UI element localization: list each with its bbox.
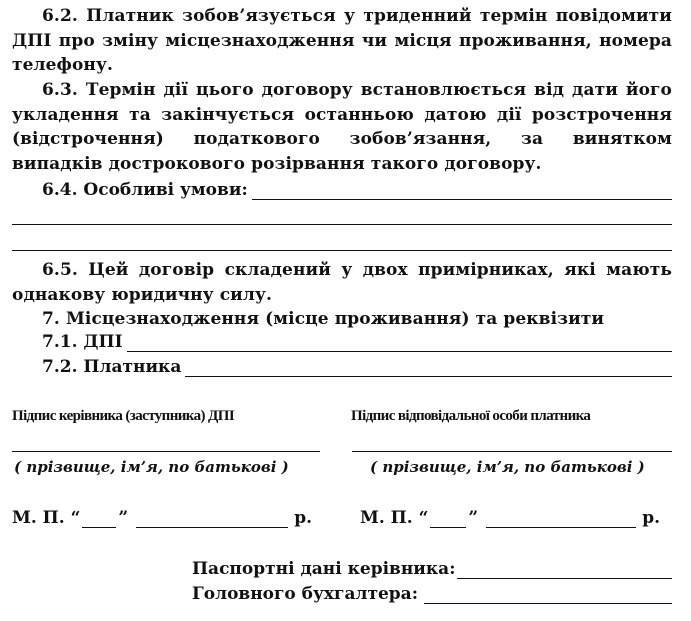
clause-7-1-row [42,332,672,352]
month-field[interactable] [136,512,288,528]
stamp-label: М. П. [360,508,413,528]
special-conditions-line-3[interactable] [12,250,672,251]
month-field[interactable] [486,512,636,528]
director-signature-label: Підпис керівника (заступника) ДПІ [12,408,235,424]
stamp-label: М. П. [12,508,65,528]
director-passport-row [192,559,672,579]
passport-field[interactable] [457,562,672,579]
clause-6-2-text: 6.2. Платник зобов’язується у триденний термін повідомити ДПІ про зміну місцезнаходження чи місця проживання, номера телефону. [12,6,672,75]
payer-label: 7.2. Платника [42,357,182,377]
accountant-field[interactable] [424,587,672,604]
clause-7-text: 7. Місцезнаходження (місце проживання) та реквізити [42,309,605,329]
clause-6-4-row [42,180,672,200]
clause-7-2-row [42,357,672,377]
day-field[interactable] [82,512,116,528]
payer-signature-label: Підпис відповідальної особи платника [351,408,591,424]
year-suffix: р. [294,508,313,528]
director-name-hint: ( прізвище, ім’я, по батькові ) [14,458,289,476]
clause-6-5-text: 6.5. Цей договір складений у двох примірниках, які мають однакову юридичну силу. [12,260,672,305]
tax-office-label: 7.1. ДПІ [42,332,123,352]
year-suffix: р. [642,508,661,528]
quote-close: ” [468,508,479,528]
clause-6-5 [12,258,672,307]
director-stamp-date [12,508,312,528]
clause-6-3 [12,78,672,176]
payer-stamp-date [360,508,660,528]
day-field[interactable] [430,512,466,528]
special-conditions-line-2[interactable] [12,224,672,225]
quote-open: “ [418,508,429,528]
passport-label: Паспортні дані керівника: [192,559,456,579]
quote-open: “ [70,508,81,528]
payer-signature-line[interactable] [352,451,672,452]
payer-field[interactable] [185,360,672,377]
clause-7-heading [12,307,672,332]
payer-name-hint: ( прізвище, ім’я, по батькові ) [370,458,645,476]
chief-accountant-row [192,584,672,604]
special-conditions-label: 6.4. Особливі умови: [42,180,248,200]
clause-6-2 [12,4,672,78]
director-signature-line[interactable] [12,451,320,452]
clause-6-3-text: 6.3. Термін дії цього договору встановлюється від дати його укладення та закінчується останньою датою дії розстрочення (відстрочення) податкового зобов’язання, за винятком випадків дострокового розірвання такого договору. [12,80,672,174]
special-conditions-field[interactable] [252,183,672,200]
tax-office-field[interactable] [127,335,672,352]
quote-close: ” [118,508,129,528]
accountant-label: Головного бухгалтера: [192,584,418,604]
